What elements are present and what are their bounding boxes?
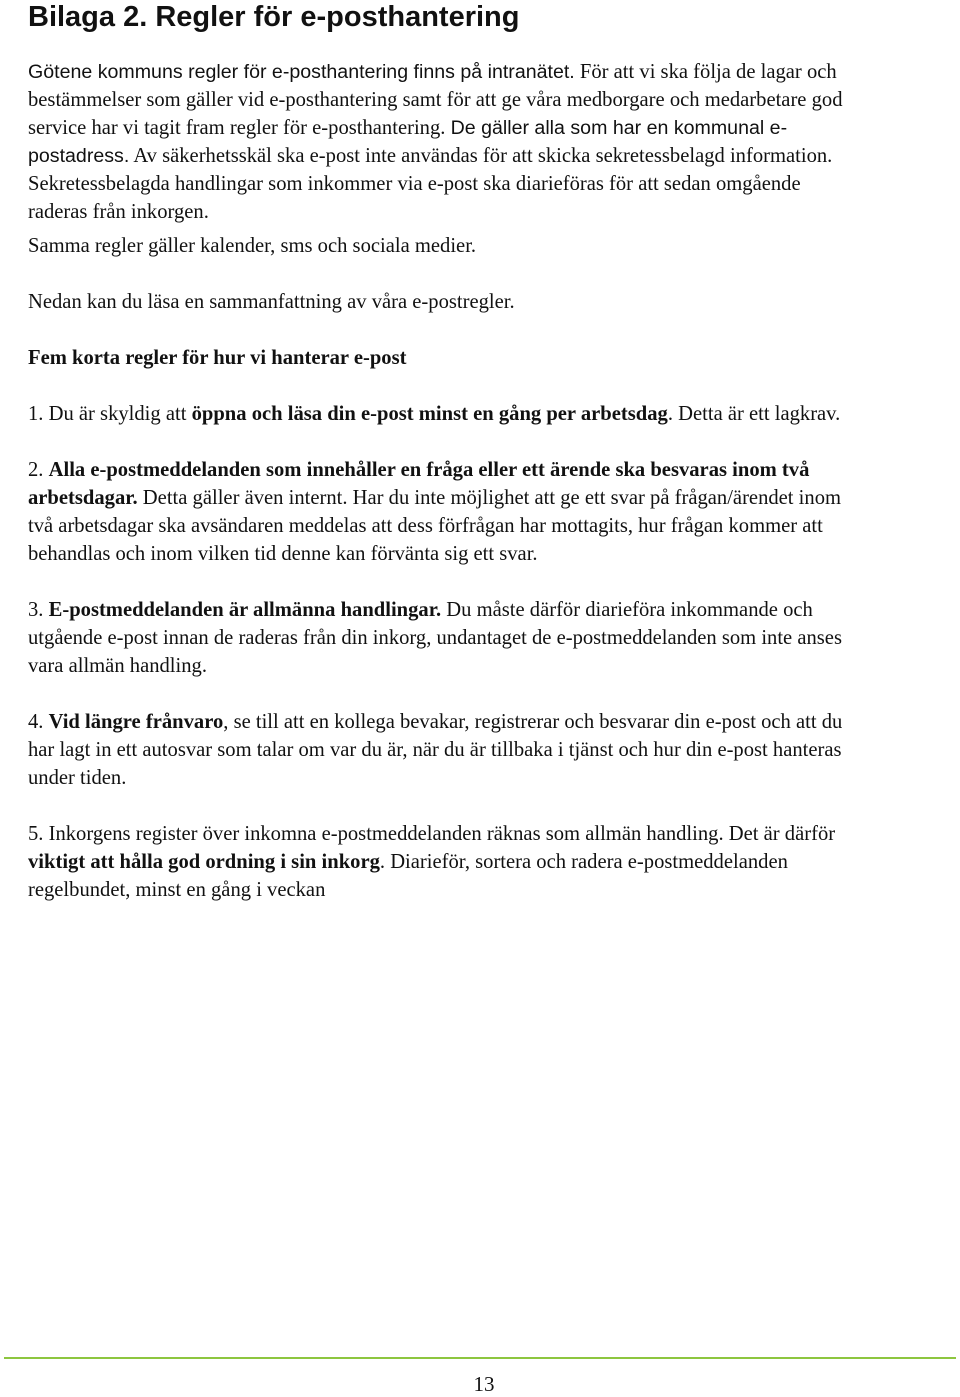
rule-prefix: 2. — [28, 459, 49, 481]
rules-heading: Fem korta regler för hur vi hanterar e-post — [28, 347, 407, 369]
page-number — [0, 1371, 960, 1397]
intro-text-sans: Götene kommuns regler för e-posthantering finns på intranätet. — [28, 61, 575, 83]
rule-text: , se till att en kollega bevakar, registrerar och besvarar din e-post och att du har lagt in ett autosvar som talar om var du är, när du är tillbaka i tjänst och hur din e-post hanteras under tiden. — [28, 711, 843, 789]
page-title: Bilaga 2. Regler för e-posthantering — [28, 1, 520, 33]
rule-emphasis: öppna och läsa din e-post minst en gång per arbetsdag — [191, 403, 668, 425]
rule-text: . Diarieför, sortera och radera e-postmeddelanden regelbundet, minst en gång i veckan — [28, 851, 788, 901]
page-number-text: 13 — [473, 1372, 495, 1396]
summary-intro-paragraph: Nedan kan du läsa en sammanfattning av våra e-postregler. — [28, 291, 515, 313]
intro-text: För att vi ska följa de lagar och bestämmelser som gäller vid e-posthantering samt för att ge våra medborgare och medarbetare god service har vi tagit fram regler för e-posthantering. — [28, 61, 843, 139]
intro-text-sans-2: De gäller alla som har en kommunal e-postadress. — [28, 117, 788, 167]
rule-item — [28, 400, 848, 428]
rule-item — [28, 820, 848, 904]
rule-prefix: 5. Inkorgens register över inkomna e-postmeddelanden räknas som allmän handling. Det är därför — [28, 823, 836, 845]
rule-emphasis: viktigt att hålla god ordning i sin inkorg — [28, 851, 380, 873]
rule-item — [28, 708, 848, 792]
rule-text: Detta gäller även internt. Har du inte möjlighet att ge ett svar på frågan/ärendet inom två arbetsdagar ska avsändaren meddelas att dess förfrågan har mottagits, hur frågan kommer att behandlas och inom vilken tid denne kan förvänta sig ett svar. — [28, 487, 842, 565]
rule-prefix: 4. — [28, 711, 49, 733]
rule-item — [28, 456, 848, 568]
calendar-rule-paragraph: Samma regler gäller kalender, sms och sociala medier. — [28, 235, 477, 257]
rule-text: . Detta är ett lagkrav. — [667, 403, 841, 425]
rule-item — [28, 596, 848, 680]
intro-text-2: Av säkerhetsskäl ska e-post inte användas för att skicka sekretessbelagd information. Sekretessbelagda handlingar som inkommer via e-post ska diarieföras för att sedan omgående raderas från inkorgen. — [28, 145, 833, 223]
rule-emphasis: E-postmeddelanden är allmänna handlingar. — [48, 599, 442, 621]
document-body — [28, 58, 848, 904]
intro-paragraph — [28, 58, 848, 226]
rule-emphasis: Alla e-postmeddelanden som innehåller en fråga eller ett ärende ska besvaras inom två arbetsdagar. — [28, 459, 810, 509]
rule-text: Du måste därför diarieföra inkommande och utgående e-post innan de raderas från din inkorg, undantaget de e-postmeddelanden som inte anses vara allmän handling. — [28, 599, 842, 677]
rule-emphasis: Vid längre frånvaro — [48, 711, 224, 733]
footer-divider — [4, 1357, 956, 1359]
rule-prefix: 1. Du är skyldig att — [28, 403, 192, 425]
rule-prefix: 3. — [28, 599, 49, 621]
